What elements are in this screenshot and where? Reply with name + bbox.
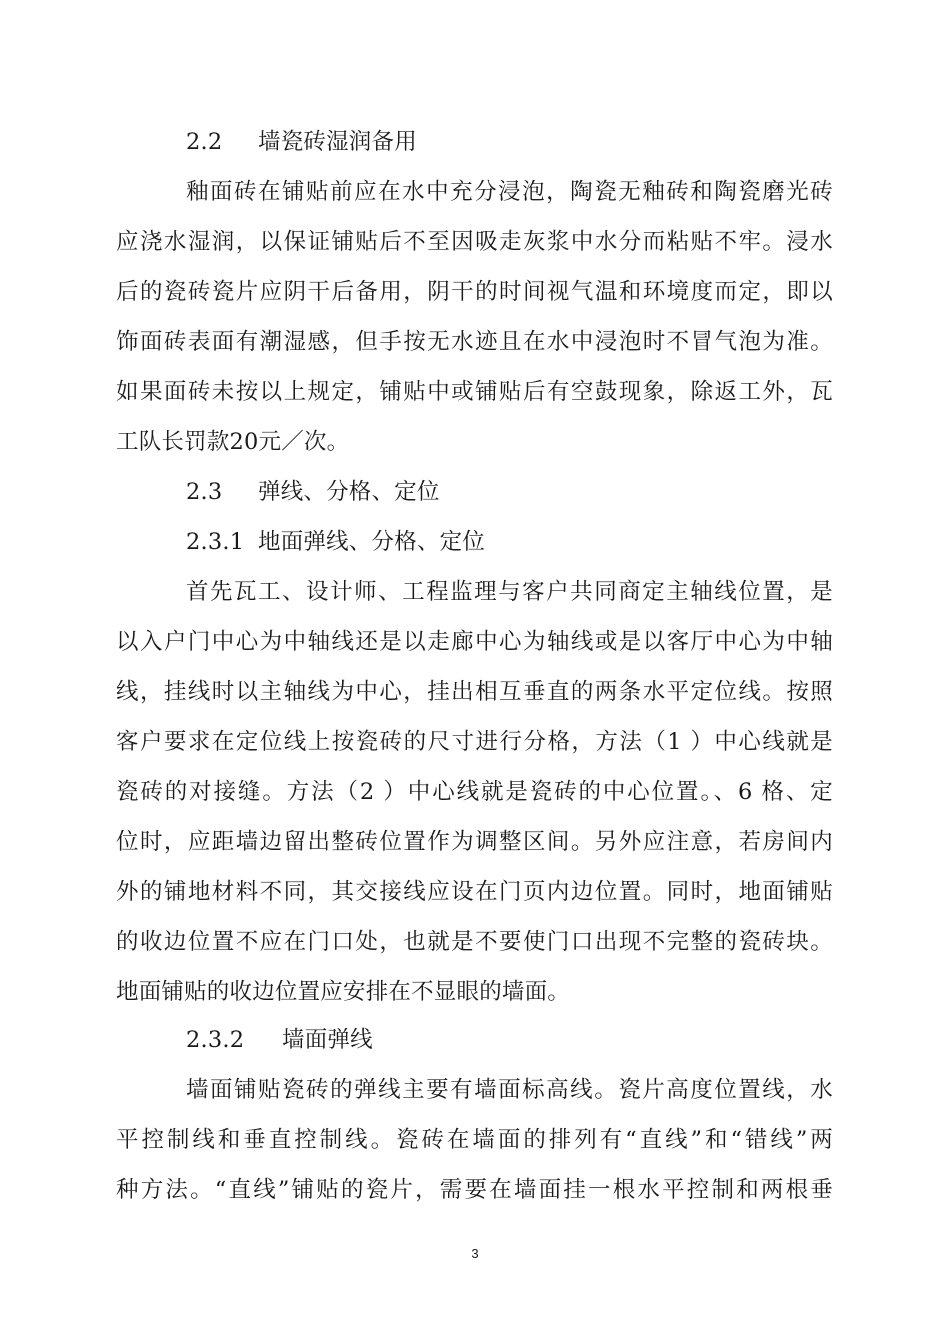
section-title: 墙瓷砖湿润备用 <box>258 129 417 155</box>
section-title: 地面弹线、分格、定位 <box>258 529 486 555</box>
paragraph-line: 线，挂线时以主轴线为中心，挂出相互垂直的两条水平定位线。按照 <box>116 679 833 705</box>
paragraph-line: 种方法。“直线”铺贴的瓷片，需要在墙面挂一根水平控制和两根垂 <box>116 1177 833 1203</box>
section-heading-2-2 <box>186 127 417 157</box>
section-title: 弹线、分格、定位 <box>258 479 440 505</box>
paragraph-line: 外的铺地材料不同，其交接线应设在门页内边位置。同时，地面铺贴 <box>116 879 833 905</box>
section-title: 墙面弹线 <box>282 1027 373 1053</box>
paragraph-line: 平控制线和垂直控制线。瓷砖在墙面的排列有“直线”和“错线”两 <box>116 1127 833 1153</box>
paragraph-line: 首先瓦工、设计师、工程监理与客户共同商定主轴线位置，是 <box>186 579 833 605</box>
paragraph-line: 如果面砖未按以上规定，铺贴中或铺贴后有空鼓现象，除返工外，瓦 <box>116 379 833 405</box>
section-number: 2.3.2 <box>186 1027 245 1053</box>
paragraph-line: 地面铺贴的收边位置应安排在不显眼的墙面。 <box>116 979 571 1005</box>
page-number: 3 <box>471 1246 479 1261</box>
paragraph-line: 客户要求在定位线上按瓷砖的尺寸进行分格，方法（1 ）中心线就是 <box>116 729 833 755</box>
paragraph-line: 应浇水湿润，以保证铺贴后不至因吸走灰浆中水分而粘贴不牢。浸水 <box>116 229 833 255</box>
section-number: 2.3.1 <box>186 529 245 555</box>
section-heading-2-3-1 <box>186 527 485 557</box>
paragraph-line: 釉面砖在铺贴前应在水中充分浸泡，陶瓷无釉砖和陶瓷磨光砖 <box>186 179 833 205</box>
section-number: 2.3 <box>186 479 223 505</box>
section-number: 2.2 <box>186 129 223 155</box>
paragraph-line: 工队长罚款20元／次。 <box>116 429 350 455</box>
paragraph-line: 后的瓷砖瓷片应阴干后备用，阴干的时间视气温和环境度而定，即以 <box>116 279 833 305</box>
paragraph-line: 位时，应距墙边留出整砖位置作为调整区间。另外应注意，若房间内 <box>116 829 833 855</box>
paragraph-line: 墙面铺贴瓷砖的弹线主要有墙面标高线。瓷片高度位置线，水 <box>186 1077 833 1103</box>
paragraph-line: 瓷砖的对接缝。方法（2 ）中心线就是瓷砖的中心位置。、6 格、定 <box>116 779 833 805</box>
paragraph-line: 以入户门中心为中轴线还是以走廊中心为轴线或是以客厅中心为中轴 <box>116 629 833 655</box>
section-heading-2-3-2 <box>186 1025 373 1055</box>
paragraph-line: 的收边位置不应在门口处，也就是不要使门口出现不完整的瓷砖块。 <box>116 929 833 955</box>
paragraph-line: 饰面砖表面有潮湿感，但手按无水迹且在水中浸泡时不冒气泡为准。 <box>116 329 833 355</box>
section-heading-2-3 <box>186 477 440 507</box>
